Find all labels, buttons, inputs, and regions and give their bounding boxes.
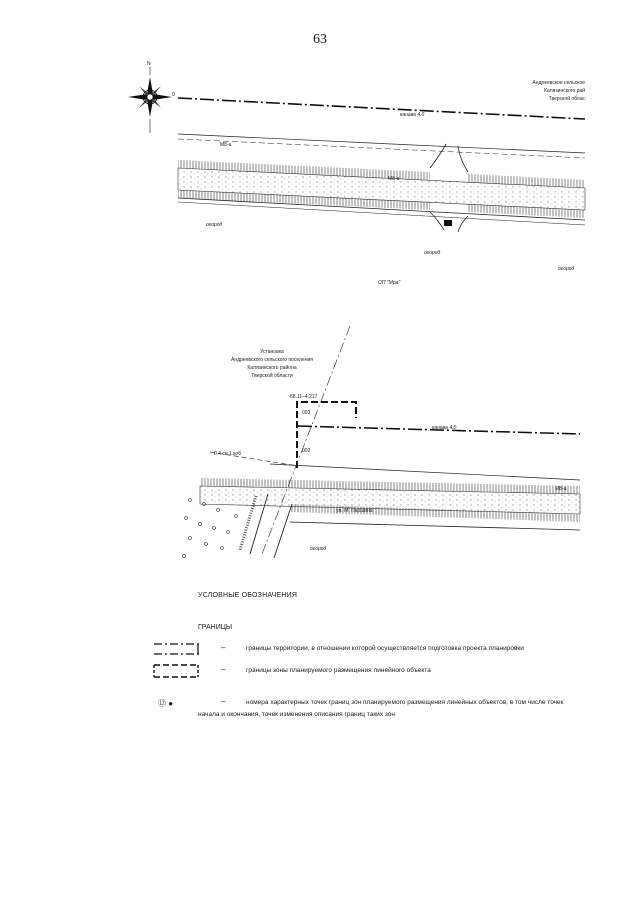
admin-area-line-2: Калязинского рай — [544, 88, 585, 94]
garden-label-3: огород — [558, 266, 575, 272]
road-label-1: М8-а — [220, 142, 232, 148]
settlement-line-4: Тверской области — [251, 373, 293, 379]
settlement-line-3: Калязинского района — [247, 365, 297, 371]
settlement-line-1: Установка — [260, 349, 284, 355]
ditch-label: канава 4.0 — [400, 112, 425, 118]
ditch-label: канава 4.0 — [432, 425, 457, 431]
garden-label-2: огород — [424, 250, 441, 256]
compass-north-label: N — [147, 61, 151, 67]
point-code-002: 002 — [302, 448, 311, 454]
pipe-label: 0.4 сё 1.коб — [214, 451, 242, 457]
settlement-line-2: Андреевского сельского поселения — [231, 357, 313, 363]
legend-dash-3: – — [221, 697, 226, 706]
legend-item-3-text-line-1: номера характерных точек границ зон планируемого размещения линейных объектов, в том числе точек — [246, 699, 564, 706]
page-number: 63 — [313, 32, 327, 47]
road-label-2: М8-а — [388, 176, 400, 182]
legend-item-2-text: границы зоны планируемого размещения линейного объекта — [246, 667, 431, 674]
linear-object-zone-symbol — [152, 662, 202, 680]
map-fragment-top — [0, 60, 640, 290]
map-fragment-bottom — [0, 318, 640, 568]
legend-item-3-text-line-2: начала и окончания, точек изменения описания границ таких зон — [198, 711, 395, 718]
bus-stop-label: ОП "Мра" — [378, 280, 401, 286]
compass-rose-icon — [128, 61, 172, 133]
street-label: ул. М. Паршина — [336, 508, 373, 514]
coordinate-label: 68.11–4.217 — [290, 394, 318, 400]
project-boundary-line — [178, 98, 585, 119]
start-label: 0 — [172, 92, 175, 98]
point-number-symbol-icon: ⑫ ● — [158, 699, 174, 708]
admin-area-line-3: Тверской облас — [548, 96, 585, 102]
legend-title: УСЛОВНЫЕ ОБОЗНАЧЕНИЯ — [198, 592, 298, 599]
point-code-003: 003 — [302, 410, 311, 416]
legend-section-title: ГРАНИЦЫ — [198, 624, 233, 631]
admin-area-line-1: Андреевское сельское — [532, 80, 585, 86]
planning-boundary-symbol — [152, 640, 202, 658]
garden-label-1: огород — [206, 222, 223, 228]
legend-dash-1: – — [221, 643, 226, 652]
garden-label: огород — [310, 546, 327, 552]
road-label: М8-а — [555, 486, 567, 492]
legend-item-1-text: границы территории, в отношении которой осуществляется подготовка проекта планировки — [246, 645, 524, 652]
legend-dash-2: – — [221, 665, 226, 674]
